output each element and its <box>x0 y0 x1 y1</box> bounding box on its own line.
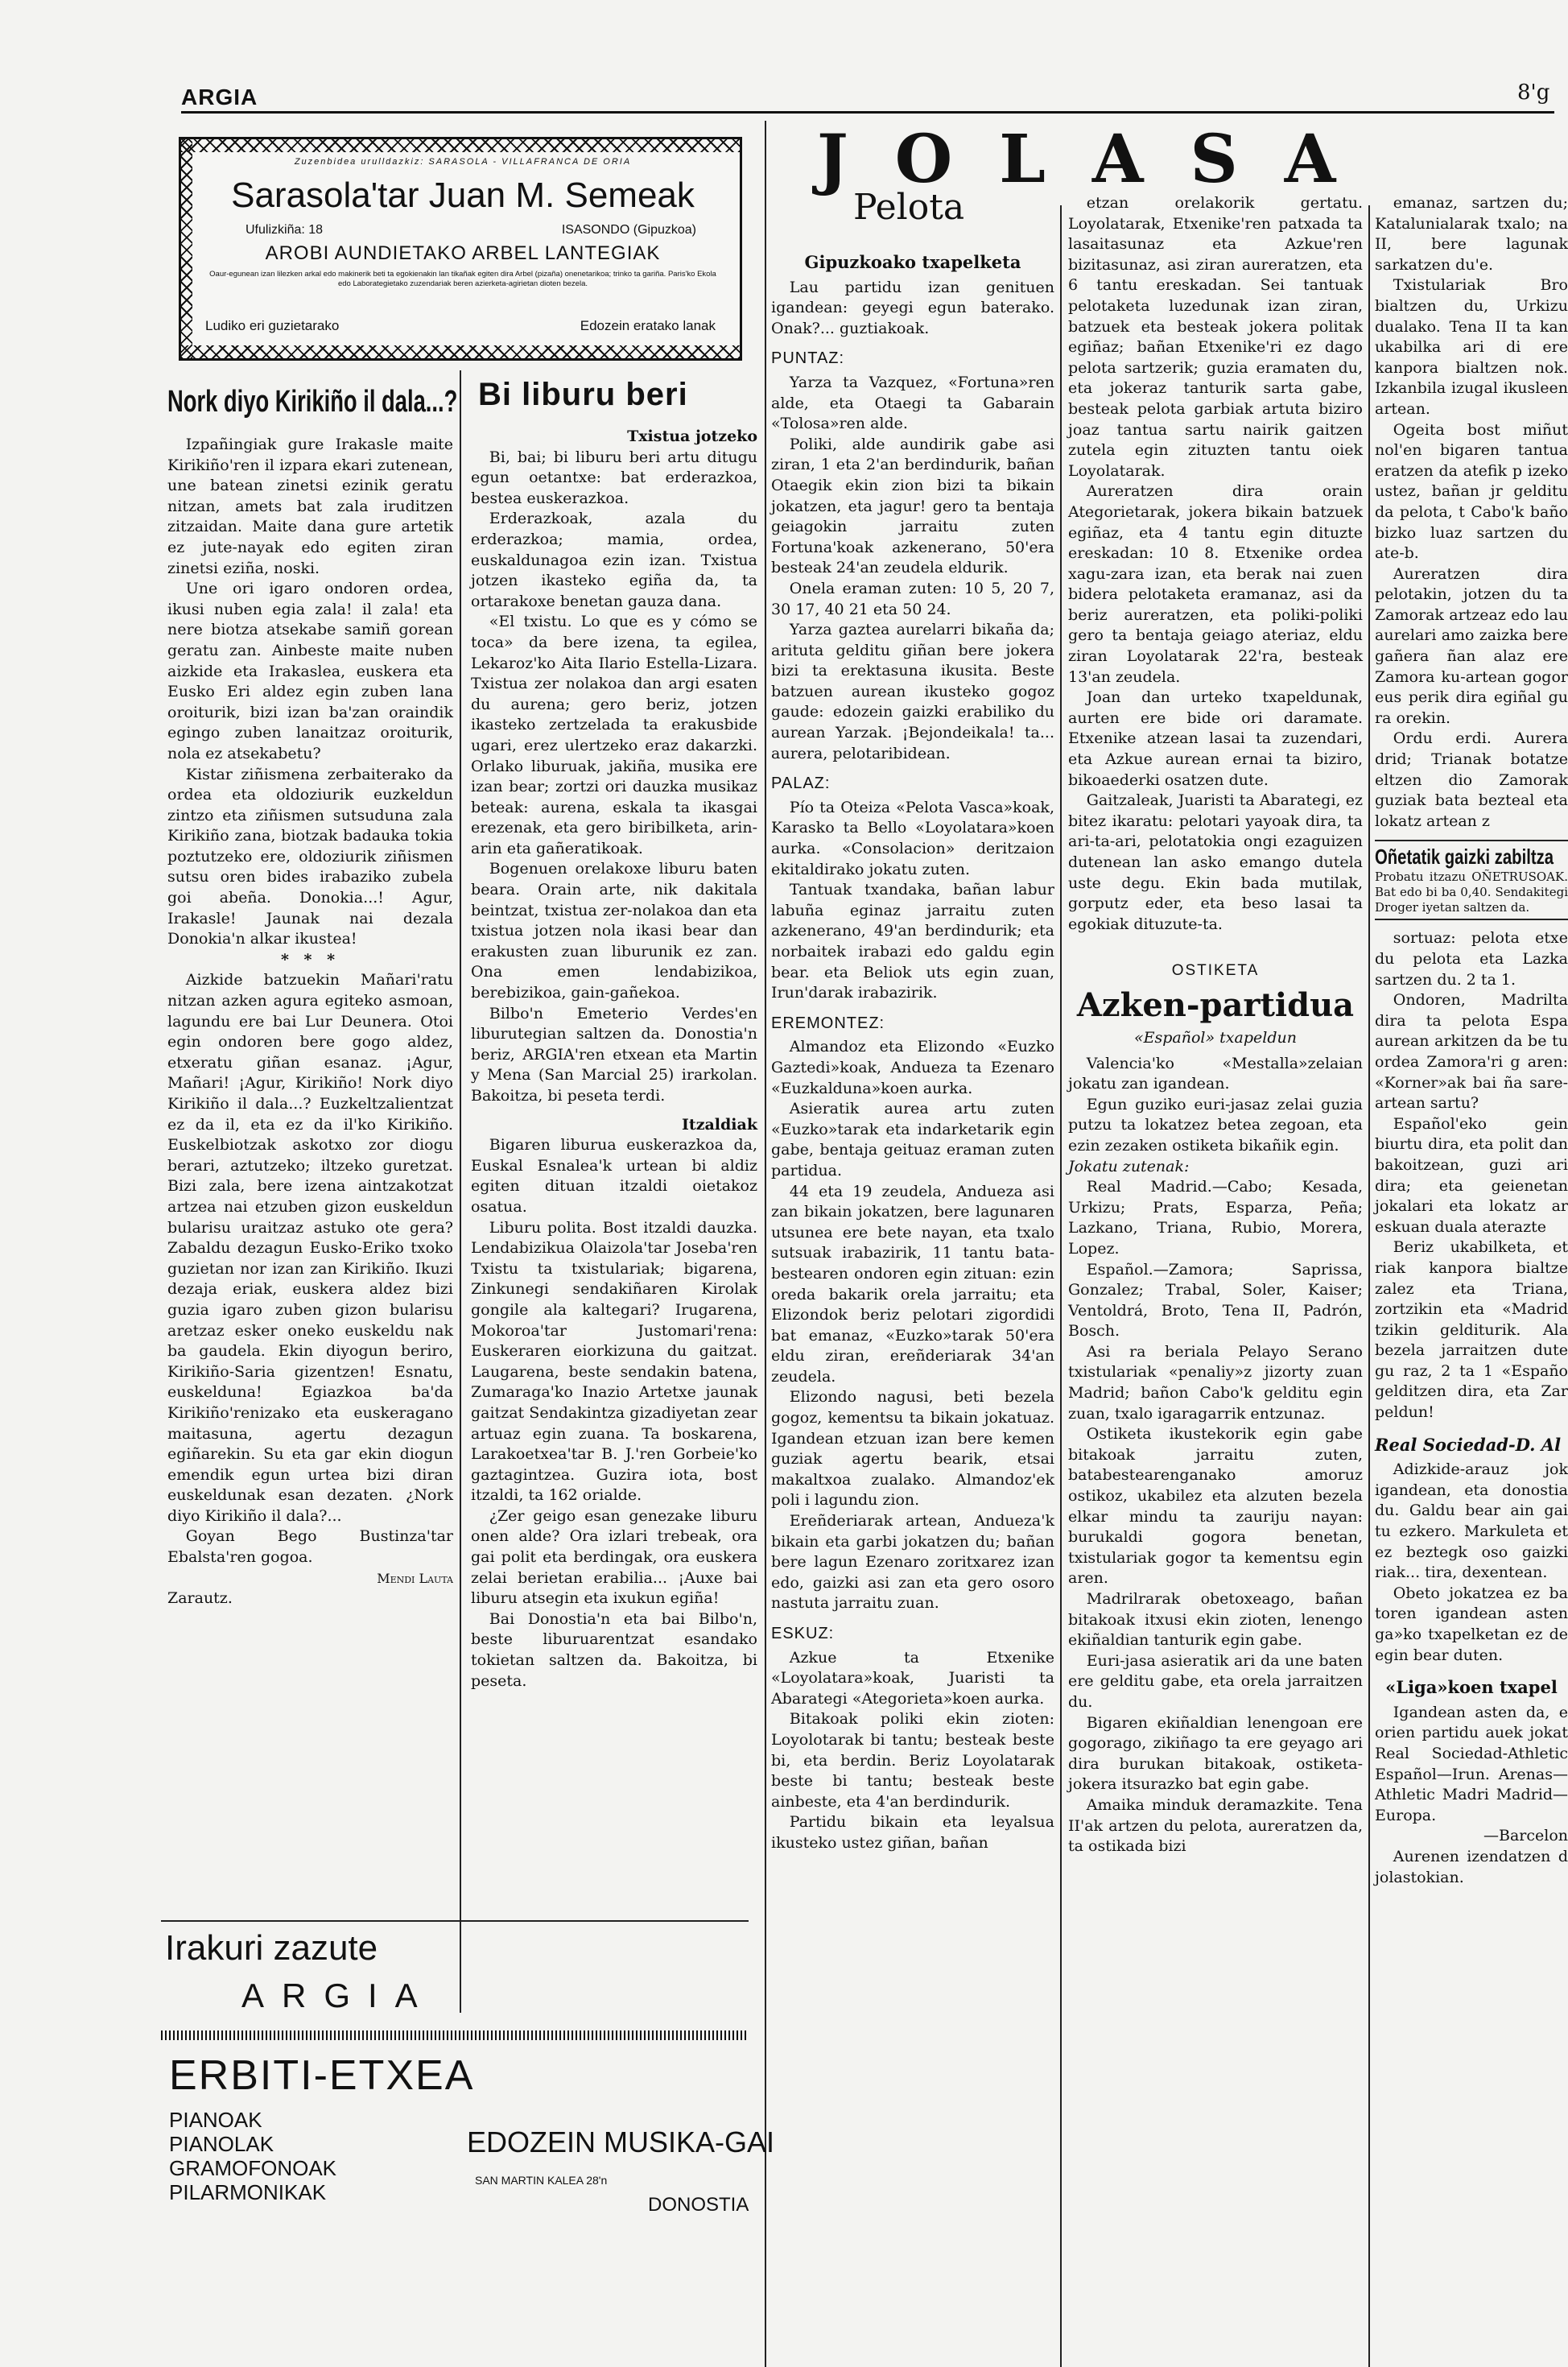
pelota-title: Pelota <box>853 187 965 228</box>
paragraph: Español'eko gein biurtu dira, eta polit dan bakoitzean, guzi ari dira; eta geienetan jokalari eta lokatz ar eskuan duala aterazte <box>1375 1114 1568 1236</box>
ostiketa-column-content <box>1068 1054 1363 1857</box>
paragraph: Lau partidu izan genituen igandean: geyegi egun baterako. Onak?... guztiakoak. <box>771 278 1054 337</box>
page-number: 8'g <box>1517 81 1550 105</box>
ad-erbiti <box>161 2037 775 2216</box>
ad-border-top <box>181 139 740 152</box>
ad-footer-left: Ludiko eri guzietarako <box>205 318 340 333</box>
paragraph: Onela eraman zuten: 10 5, 20 7, 30 17, 40 21 eta 50 24. <box>771 579 1054 618</box>
ad-erbiti-street: SAN MARTIN KALEA 28'n <box>475 2174 608 2187</box>
jolasa-column-c <box>1375 193 1568 2367</box>
onetatik-text: Probatu itzazu OÑETRUSOAK. Bat edo bi ba 0,40. Sendakitegi Droger iyetan saltzen da. <box>1375 870 1568 915</box>
paragraph: ¿Zer geigo esan genezake liburu onen alde? Ora izlari trebeak, ora gai polit eta berdingak, ora euskera zelai berietan erabilia... ¡Auxe bai liburu atsegin eta ixukun egiña! <box>471 1506 757 1608</box>
lineup-label: Jokatu zutenak: <box>1068 1157 1190 1175</box>
ad-small-print: Oaur-egunean izan lilezken arkal edo makinerik beti ta egokienakin lan tikañak egiten dira Arbel (pizaña) onenetarikoa; trinko ta gariña. Paris'ko Ekola edo Laborategietako zuzendariak beren azierketa-agirietan dioten bezela. <box>209 270 716 288</box>
article-nork-title-wrap <box>167 385 457 419</box>
paragraph: Obeto jokatzea ez ba toren igandean asten ga»ko txapelketan ez de egin bear duten. <box>1375 1584 1568 1664</box>
real-sociedad-heading: Real Sociedad-D. Al <box>1375 1434 1562 1455</box>
paragraph: Liburu polita. Bost itzaldi dauzka. Lendabizikua Olaizola'tar Joseba'ren Txistu ta txistulariak; bigarena, Zinkunegi sendakiñaren Kirolak gongile ala kaltegari? Irugarena, Mokoroa'tar Justomari'rena: Euskeraren eiorkizuna du gaitzat. Laugarena, beste sendakin batena, Zumaraga'ko Inazio Artetxe jaunak gaitzat Sendakintza gizadiyetan zear artuaz egin zuana. Ta boskarena, Larakoetxea'tar B. J.'ren Gorbeie'ko gaztagintzea. Guzira iota, bost itzaldi, ta 162 orialde. <box>471 1218 757 1505</box>
ad-business-line: AROBI AUNDIETAKO ARBEL LANTEGIAK <box>265 242 661 264</box>
ad-border-right <box>181 139 192 358</box>
paragraph: Madrilrarak obetoxeago, bañan bitakoak itxusi ekin zioten, lenengo ekiñaldian tanturik egin gabe. <box>1068 1590 1363 1650</box>
paragraph: Poliki, alde aundirik gabe asi ziran, 1 eta 2'an berdindurik, bañan Otaegik ekin zion bizi ta bikain jokatzen, eta jagur! gero ta bentaja geiagokin jarraitu zuten Fortuna'koak azkenerano, 50'era besteak 24'an zeudela eldurik. <box>771 435 1054 577</box>
pelota-column <box>771 246 1054 2363</box>
paragraph: 44 eta 19 zeudela, Andueza asi zan bikain jokatzen, bere lagunaren utsunea ere bete nayan, eta txalo sutsuak irabazirik, 11 tantu bata-bestearen ondoren egin zituan: ezin oreda bakarik orela jarraitu; eta Elizondok beriz pelotari zigordidi bat emanaz, «Euzko»tarak 50'era eldu ziran, ereñderiarak 34'an zeudela. <box>771 1182 1054 1386</box>
section-heading: ESKUZ: <box>771 1625 835 1642</box>
paragraph: Euri-jasa asieratik ari da une baten ere gelditu gabe, eta orela jarraitzen du. <box>1068 1651 1363 1711</box>
paragraph: emanaz, sartzen du; Katalunialarak txalo; na II, bere lagunak sarkatzen du'e. <box>1375 194 1568 274</box>
paragraph: Aureratzen dira orain Ategorietarak, jokera bikain batzuek egiñaz, eta 4 tantu egin dituzte ereskadan: 10 8. Etxenike ordea xagu-zara izan, eta berak nai zuen bidera pelotaketa eramanaz, asi da beriz aureratzen, eta poliki-poliki gero ta bentaja geiago ateriaz, eldu ziran Loyolatarak 22'ra, besteak 13'an zeudela. <box>1068 482 1363 686</box>
article-title: Nork diyo Kirikiño il dala...? <box>167 385 458 419</box>
paragraph: Joan dan urteko txapeldunak, aurten ere bide ori daramate. Etxenike atzean lasai ta zuzendari, eta Azkue aurean ernai ta biziro, bikoaederki osatzen dute. <box>1068 688 1363 789</box>
article-title: Bi liburu beri <box>478 377 688 412</box>
paragraph: Real Madrid.—Cabo; Kesada, Urkizu; Prats, Esparza, Peña; Lazkano, Triana, Rubio, Morera, Lopez. <box>1068 1178 1363 1258</box>
paragraph: Pío ta Oteiza «Pelota Vasca»koak, Karasko ta Bello «Loyolatara»koen aurka. «Consolacion» deritzaion ekitaldirako jokatu zuten. <box>771 798 1054 878</box>
ostiketa-continued <box>1375 193 1568 832</box>
paragraph: Azkue ta Etxenike «Loyolatara»koak, Juaristi ta Abarategi «Ategorieta»koen aurka. <box>771 1648 1054 1708</box>
masthead-rule <box>181 111 1554 114</box>
onetatik-title: Oñetatik gaizki zabiltza <box>1375 845 1554 870</box>
column-rule <box>460 370 461 2013</box>
paragraph: Bilbo'n Emeterio Verdes'en liburutegian saltzen da. Donostia'n beriz, ARGIA'ren etxean eta Martin y Mena (San Marcial 25) irarkolan. Bakoitza, bi peseta terdi. <box>471 1004 757 1105</box>
azken-subtitle: «Español» txapeldun <box>1134 1028 1297 1047</box>
paragraph: Kistar ziñismena zerbaiterako da ordea eta oldoziurik euzkeldun zintzo eta ziñismen sutsuduna zala Kirikiño zana, biotzak badauka tokia poztutzeko ere, oldoziurik ziñismen sutsu oren bides irabaziko zubela goi abeña. Donokia...! Agur, Irakasle! Jaunak nai dezala Donokia'n alkar ikustea! <box>167 765 453 948</box>
ad-address-right: ISASONDO (Gipuzkoa) <box>561 223 696 237</box>
paragraph: Ogeita bost miñut nol'en bigaren tantua eratzen da atefik p izeko ustez, bañan jr gelditu da pelota, t Cabo'k baño bizko luaz sartzen du ate-b. <box>1375 420 1568 563</box>
paragraph: Igandean asten da, e orien partidu auek jokat Real Sociedad-Athletic Español—Irun. Arenas—Athletic Madri Madrid—Europa. <box>1375 1703 1568 1824</box>
paragraph: Aizkide batzuekin Mañari'ratu nitzan azken agura egiteko asmoan, lagundu ere bai Lur Deunera. Otoi egin ondoren bere gogo aldez, etxeratu giñan esanaz. ¡Agur, Mañari! ¡Agur, Kirikiño! Nork diyo Kirikiño il dala...? Euzkeltzalientzat ez da il, eta ez da il'ko Kirikiño. Euskelbiotzak askotxo zor diogu berari, aztutzeko; iltzeko guretzat. Bizi zala, bere izena aintzakotzat artzea nai etzuben gizon euskeldun bularisu uraitzaz astuko ote gera? Zabaldu dezagun Eusko-Eriko txoko guzietan nor izan zan Kirikiño. Ikuzi dezaja eriak, euskera aldez bizi guzia igaro zuben gizon bularisu aretzaz esker oneko euskeldu nak ba gaudela. Ekin diyogun beriro, Kirikiño-Saria gizentzen! Esnatu, euskelduna! Egiazkoa ba'da Kirikiño'renizako eta euskeragano maitasuna, agertu dezagun egiñarekin. Su eta gar ekin diogun emendik egun urtea bizi diran euskeldunak esan dezaten. ¿Nork diyo Kirikiño il dala?... <box>167 971 453 1525</box>
paragraph: Aurenen izendatzen d jolastokian. <box>1375 1847 1568 1886</box>
ad-erbiti-name: ERBITI-ETXEA <box>169 2052 475 2099</box>
article-nork-body <box>167 435 453 1964</box>
section-heading: PALAZ: <box>771 775 831 793</box>
masthead: ARGIA <box>181 85 258 109</box>
paragraph: Español.—Zamora; Saprissa, Gonzalez; Trabal, Soler, Kaiser; Ventoldrá, Broto, Tena II, Padrón, Bosch. <box>1068 1260 1363 1340</box>
column-c-inner <box>1375 193 1568 1888</box>
paragraph: Une ori igaro ondoren ordea, ikusi nuben egia zala! il zala! eta nere biotza atsekabe samiñ gorean geratu zan. Ainbeste maite nuben aizkide eta Irakaslea, euskera eta Eusko Eri aldez egin zuben lana oroiturik, bizi izan ba'zan oraindik egingo zuben lanaitzaz oroiturik, nola ez atsekabetu? <box>167 580 453 762</box>
paragraph: Ordu erdi. Aurera drid; Trianak botatze eltzen dio Zamorak guziak bata bezteal eta lokatz artean z <box>1375 729 1568 830</box>
ad-irakurri-line1: Irakuri zazute <box>165 1928 378 1968</box>
paragraph: etzan orelakorik gertatu. Loyolatarak, Etxenike'ren patxada ta lasaitasunaz eta Azkue'ren bizitasunaz, asi ziran aureratzen, eta 6 tantu ereskadan. Sei tantuak pelotaketa luzedunak izan ziran, batzuek eta besteak jokera politak egiñaz; bañan Etxenike'ri ez dago pelota sartzerik; guzia eramaten du, eta jokeraz tanturik sarta gabe, besteak pelota garbiak artuta biziro joaz tantua sartu nairik gaitzen zutela egin zituzten tantu oiek Loyolatarak. <box>1068 194 1363 480</box>
column-rule <box>1368 205 1370 2367</box>
section-heading: Itzaldiak <box>682 1115 757 1134</box>
paragraph: Amaika minduk deramazkite. Tena II'ak artzen du pelota, aureratzen da, ta ostikada bizi <box>1068 1795 1363 1856</box>
article-biliburu-body <box>471 427 757 2029</box>
ad-erbiti-item: PIANOAK <box>169 2108 262 2132</box>
pelota-column-content <box>771 278 1054 1854</box>
paragraph: Almandoz eta Elizondo «Euzko Gaztedi»koak, Andueza ta Ezenaro «Euzkalduna»koen aurka. <box>771 1038 1054 1097</box>
paragraph: Tantuak txandaka, bañan labur labuña eginaz jarraitu zuten azkenerano, 49'an berdindurik; eta norbaitek irabazi edo galdu egin bear. eta Beliok uts egin zuan, Irun'darak irabazirik. <box>771 881 1054 1002</box>
article-subtitle: Txistua jotzeko <box>627 428 757 445</box>
paragraph: Izpañingiak gure Irakasle maite Kirikiño'ren il izpara ekari zutenean, une batean zinetsi ezinik geratu nitzan, amets bat zala iruditzen zitzaidan. Maite dana gure artetik ez jute-nayak edo egiten ziran zinetsi eziña, noski. <box>167 436 453 577</box>
paragraph: Bigaren liburua euskerazkoa da, Euskal Esnalea'k urtean bi aldiz egiten dituan itzaldi oietakoz osatua. <box>471 1136 757 1216</box>
paragraph: Ereñderiarak artean, Andueza'k bikain eta garbi jokatzen du; bañan bere lagun Ezenaro zoritxarez izan edo, gaizki asi zan eta gero osoro nastuta jarraitu zuan. <box>771 1512 1054 1613</box>
ostiketa-continued <box>1375 928 1568 1423</box>
separator: * * * <box>280 950 340 969</box>
paragraph: Adizkide-arauz jok igandean, eta donostia du. Galdu bear ain gai tu ezkero. Markuleta et ez beztegk oso gaizki riak... tira, dexentean. <box>1375 1460 1568 1582</box>
ostiketa-label: OSTIKETA <box>1171 962 1260 980</box>
ad-border-bottom <box>181 345 740 358</box>
liga-content <box>1375 1703 1568 1888</box>
real-sociedad-content <box>1375 1460 1568 1666</box>
ad-erbiti-item: PILARMONIKAK <box>169 2180 327 2204</box>
ad-address <box>246 223 696 238</box>
pelota-subtitle: Gipuzkoako txapelketa <box>804 252 1021 272</box>
paragraph: Txistulariak Bro bialtzen du, Urkizu dualako. Tena II ta kan ukabilka ari di ere kanpora bialtzen nok. Izkanbila izugal ikusleen artean. <box>1375 276 1568 418</box>
ad-sarasola <box>179 137 742 361</box>
ad-erbiti-items <box>169 2108 336 2204</box>
paragraph: Yarza gaztea aurelarri bikaña da; arituta gelditu giñan bere jokera bizi ta erektasuna ikusita. Beste batzuen aurean ikusteko gogoz gaude: edozein gaizki erabiliko du aurean Yarzak. ¡Bejondeikala! ta... aurera, pelotaribidean. <box>771 621 1054 762</box>
ad-address-left: Ufulizkiña: 18 <box>246 223 324 237</box>
paragraph: Asi ra beriala Pelayo Serano txistulariak «penaliy»z jizorty zuan Madrid; bañon Cabo'k gelditu egin zuan, txalo igaragarrik entzunaz. <box>1068 1342 1363 1423</box>
paragraph: Beriz ukabilketa, et riak kanpora bialtze zalez eta Triana, zortzikin eta «Madrid tzikin gelditurik. Ala bezela jarraitzen dute gu raz, 2 ta 1 «Españo gelditzen dira, eta Zar peldun! <box>1375 1238 1568 1422</box>
ad-erbiti-city: DONOSTIA <box>648 2194 749 2216</box>
paragraph: Ostiketa ikustekorik egin gabe bitakoak jarraitu zuten, batabestearenganako amoruz ostikoz, ukabilez eta alzuten bezela elkar mindu ta zauriju nayan: burukaldi gogora benetan, txistulariak gogor ta kementsu egin aren. <box>1068 1425 1363 1588</box>
paragraph: Egun guziko euri-jasaz zelai guzia putzu ta lokatzez betea zegoan, eta ezin zezaken ostiketa bikañik egin. <box>1068 1095 1363 1155</box>
azken-title: Azken-partidua <box>1076 985 1355 1024</box>
paragraph: Bogenuen orelakoxe liburu baten beara. Orain arte, nik dakitala beintzat, txistua zer-nolakoa dan eta txistua jotzen nola ikasi bear dan erakusten zuan liburunik ez zan. Ona emen lendabizikoa, berebizikoa, gain-gañekoa. <box>471 860 757 1002</box>
column-rule <box>765 121 766 2367</box>
jolasa-column-b <box>1068 193 1363 2367</box>
paragraph: Erderazkoak, azala du erderazkoa; mamia, ordea, euskaldunagoa ezin izan. Txistua jotzen ikasteko egiña da, ta ortarakoxe benetan gauza dana. <box>471 510 757 610</box>
onetatik-ad <box>1375 840 1568 920</box>
place: Zarautz. <box>167 1589 233 1608</box>
paragraph: Aureratzen dira pelotakin, jotzen du ta Zamorak artzeaz edo lau aurelari amo zaizka bere gañera ñan alaz ere Zamora ku-artean gogor eus perik dira egiñal gu ra orekin. <box>1375 564 1568 727</box>
paragraph: Valencia'ko «Mestalla»zelaian jokatu zan igandean. <box>1068 1054 1363 1093</box>
paragraph: Asieratik aurea artu zuten «Euzko»tarak eta indarketarik egin gabe, bentaja geituaz eraman zuten partidua. <box>771 1100 1054 1179</box>
paragraph: —Barcelon <box>1483 1827 1568 1845</box>
ad-erbiti-item: PIANOLAK <box>169 2132 274 2156</box>
column-rule <box>1060 205 1062 2367</box>
ad-footer-right: Edozein eratako lanak <box>580 318 716 333</box>
paragraph: Ondoren, Madrilta dira ta pelota Espa aurean arkitzen da be tu ordea Zamora'ri g aren: «Korner»ak bai ña sare-artean sartu? <box>1375 991 1568 1113</box>
ad-irakurri-argia: ARGIA <box>241 1977 435 2014</box>
pelota-column-content <box>1068 193 1363 935</box>
ad-tagline: Zuzenbidea urulldazkiz: SARASOLA - VILLAFRANCA DE ORIA <box>294 157 632 167</box>
paragraph: Bai Donostia'n eta bai Bilbo'n, beste liburuarentzat esandako tokietan saltzen da. Bakoitza, bi peseta. <box>471 1609 757 1690</box>
paragraph: Gaitzaleak, Juaristi ta Abarategi, ez bitez ikaratu: pelotari yayoak dira, ta ari-ta-ari, pelotatokia ongi ezaguizen dutenean lan asko emango dutela uste degu. Ekin bada mutilak, gorputz eder, eta beso lasai ta egokiak dituzute-ta. <box>1068 791 1363 933</box>
section-heading: PUNTAZ: <box>771 349 845 368</box>
paragraph: Bi, bai; bi liburu beri artu ditugu egun oetantxe: bat erderazkoa, bestea euskerazkoa. <box>471 448 757 507</box>
paragraph: Elizondo nagusi, beti bezela gogoz, kementsu ta bikain jokatuaz. Igandean etzuan izan bere kemen guziak agertu bearik, etsai makaltxoa zualako. Almandoz'ek poli i lagundu zion. <box>771 1388 1054 1510</box>
paragraph: Bitakoak poliki ekin zioten: Loyolotarak bi tantu; besteak beste bi, eta berdin. Beriz Loyolatarak beste bi tantu; besteak beste ainbeste, eta 4'an berdindurik. <box>771 1710 1054 1811</box>
paragraph: Yarza ta Vazquez, «Fortuna»ren alde, eta Otaegi ta Gabarain «Tolosa»ren alde. <box>771 373 1054 433</box>
paragraph: Bigaren ekiñaldian lenengoan ere gogorago, zikiñago ta ere geyago ari dira burukan bitakoak, ostiketa-jokera itsurazko bat egin gabe. <box>1068 1713 1363 1794</box>
paragraph: Goyan Bego Bustinza'tar Ebalsta'ren gogoa. <box>167 1527 453 1567</box>
liga-heading: «Liga»koen txapel <box>1385 1677 1558 1698</box>
signature: Mendi Lauta <box>377 1570 453 1586</box>
paragraph: «El txistu. Lo que es y cómo se toca» da bere izena, ta egilea, Lekaroz'ko Aita Ilario Estella-Lizara. Txistua zer nolakoa dan argi esaten du aurena; gero beriz, jotzen ikasteko zertzelada ta erakusbide ugari, erez ulertzeko eraz dakarzki. Orlako liburuak, jakiña, musika ere izan bear; zortzi ori dauzka musikaz beteak: aurena, eskala ta ikasgai erezenak, eta gero biribilketa, arin-arin eta gañeratikoak. <box>471 613 757 857</box>
jolasa-title: JOLASA <box>817 121 1383 198</box>
paragraph: sortuaz: pelota etxe du pelota eta Lazka sartzen du. 2 ta 1. <box>1375 929 1568 989</box>
ad-erbiti-item: GRAMOFONOAK <box>169 2156 337 2180</box>
section-heading: EREMONTEZ: <box>771 1014 885 1032</box>
paragraph: Partidu bikain eta leyalsua ikusteko ustez giñan, bañan <box>771 1813 1054 1852</box>
ad-erbiti-right: EDOZEIN MUSIKA-GAI <box>467 2125 775 2158</box>
ad-company-name: Sarasola'tar Juan M. Semeak <box>231 176 695 215</box>
